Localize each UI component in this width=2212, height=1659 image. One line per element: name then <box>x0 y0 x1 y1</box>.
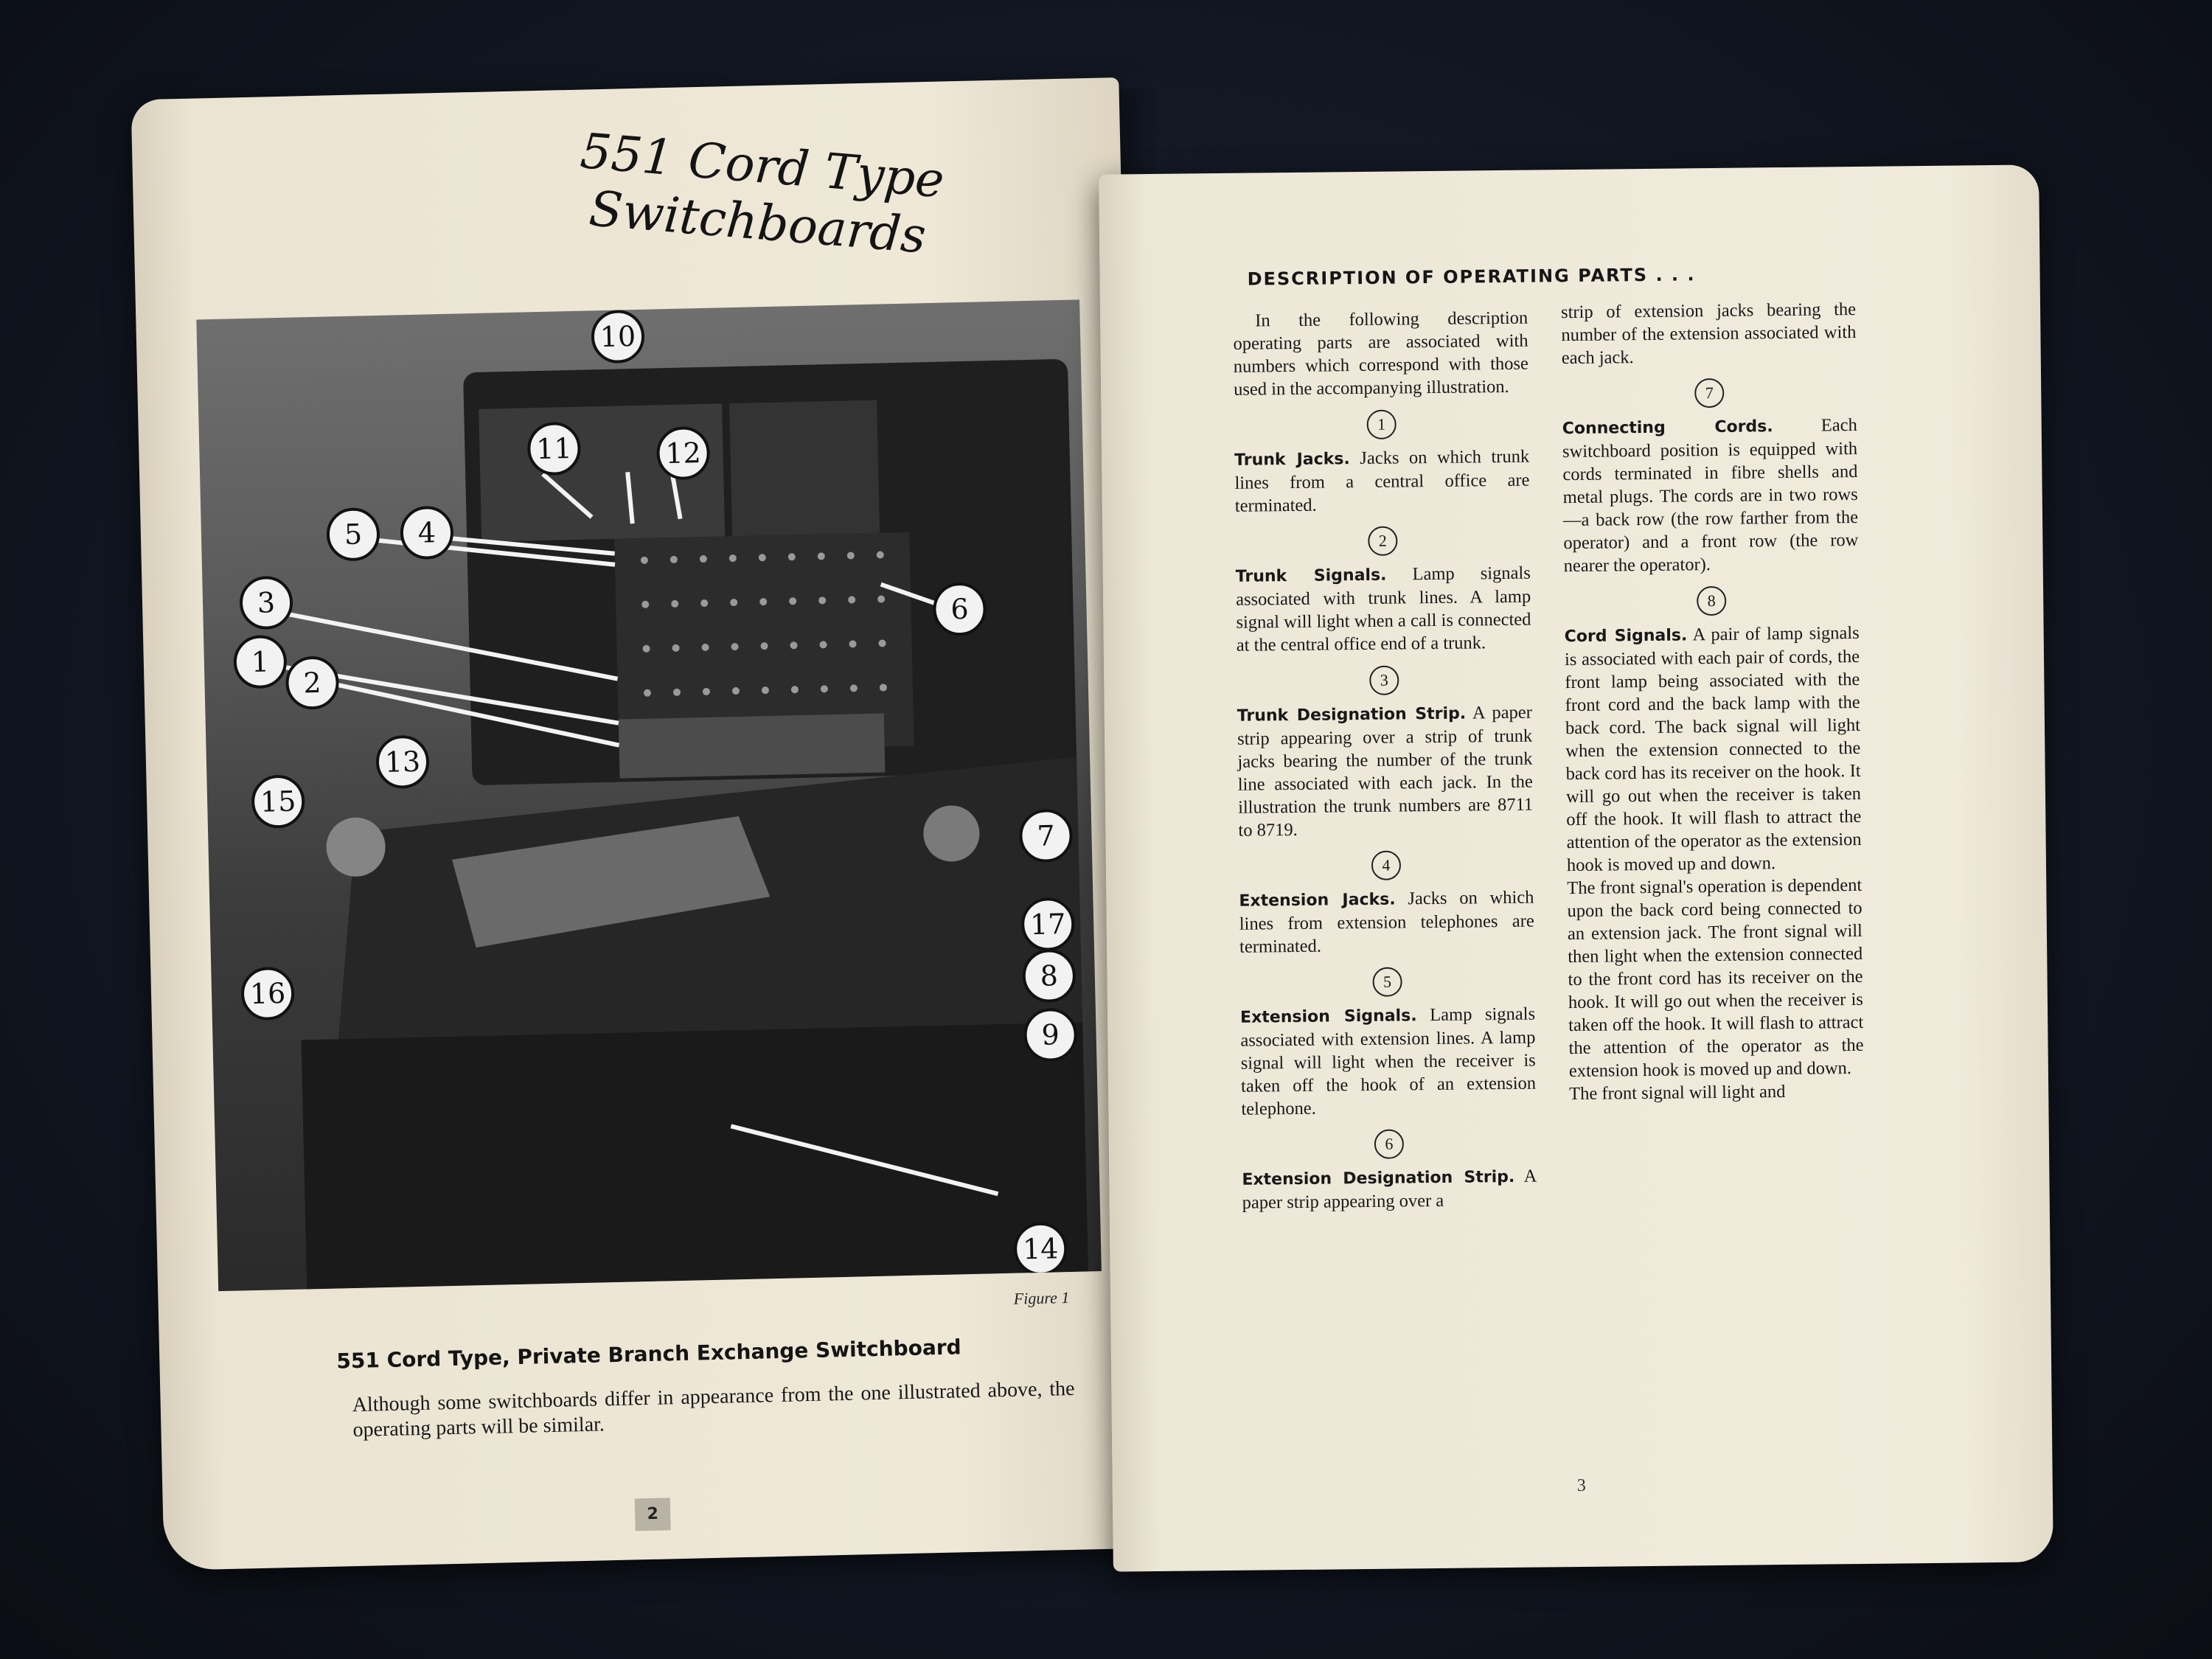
intro-paragraph: In the following description operating parts are associated with numbers which correspond with those used in the accompanying illustration. <box>1233 307 1528 400</box>
callout-4: 4 <box>400 506 454 560</box>
text-column-right <box>1561 298 1864 1105</box>
callout-15: 15 <box>251 774 305 829</box>
callout-1: 1 <box>233 635 288 689</box>
part-number-8: 8 <box>1697 586 1726 616</box>
callout-13: 13 <box>375 735 430 790</box>
callout-10: 10 <box>591 310 645 364</box>
callout-11: 11 <box>527 422 582 476</box>
figure-label: Figure 1 <box>1013 1288 1070 1308</box>
front-signal-continued: The front signal will light and <box>1569 1082 1786 1105</box>
part-3: Trunk Designation Strip. A paper strip appearing over a strip of trunk jacks bearing the number of the trunk line associated with each jack. In the illustration the trunk numbers are 8711 to 8719. <box>1237 702 1534 841</box>
part-number-4: 4 <box>1371 850 1401 880</box>
page-number-right: 3 <box>1576 1475 1586 1496</box>
part-4: Extension Jacks. Jacks on which lines from extension telephones are terminated. <box>1239 887 1534 957</box>
callout-labels <box>196 299 1102 1291</box>
part-number-2: 2 <box>1368 526 1397 556</box>
page-title: 551 Cord Type Switchboards <box>578 122 947 265</box>
callout-8: 8 <box>1022 949 1077 1004</box>
page-number-left: 2 <box>635 1498 671 1531</box>
part-number-5: 5 <box>1372 967 1402 996</box>
callout-17: 17 <box>1020 897 1075 952</box>
right-page <box>1099 164 2053 1571</box>
part-8: Cord Signals. A pair of lamp signals is associated with each pair of cords, the front lamp being associated with the front cord and the back lamp with the back cord. The back signal will light when the extension connected to the back cord has its receiver on the hook. It will go out when the receiver is taken off the hook. It will flash to attract the attention of the operator as the extension hook is moved up and down. <box>1564 622 1862 876</box>
callout-14: 14 <box>1013 1222 1068 1276</box>
callout-6: 6 <box>933 582 987 636</box>
callout-7: 7 <box>1019 809 1074 863</box>
callout-3: 3 <box>239 576 293 630</box>
part-6: Extension Designation Strip. A paper strip appearing over a <box>1242 1166 1537 1213</box>
part-number-1: 1 <box>1366 410 1396 439</box>
figure-caption-title: 551 Cord Type, Private Branch Exchange Switchboard <box>336 1335 961 1374</box>
callout-16: 16 <box>240 967 295 1021</box>
part-1: Trunk Jacks. Jacks on which trunk lines from a central office are terminated. <box>1234 446 1530 516</box>
section-heading: DESCRIPTION OF OPERATING PARTS . . . <box>1247 264 1696 290</box>
part-number-6: 6 <box>1374 1129 1404 1158</box>
callout-9: 9 <box>1023 1008 1078 1062</box>
left-page <box>131 77 1152 1571</box>
switchboard-photo <box>196 299 1102 1291</box>
text-column-left <box>1233 307 1537 1214</box>
callout-12: 12 <box>656 426 711 481</box>
part-number-7: 7 <box>1694 378 1724 408</box>
figure-caption-body: Although some switchboards differ in appearance from the one illustrated above, the operating parts will be similar. <box>352 1377 1075 1442</box>
part-7: Connecting Cords. Each switchboard position is equipped with cords terminated in fibre shells and metal plugs. The cords are in two rows—a back row (the row farther from the operator) and a front row (the row nearer the operator). <box>1562 414 1859 577</box>
part-2: Trunk Signals. Lamp signals associated with trunk lines. A lamp signal will light when a call is connected at the central office end of a trunk. <box>1235 563 1531 655</box>
part-5: Extension Signals. Lamp signals associated with extension lines. A lamp signal will light when the receiver is taken off the hook of an extension telephone. <box>1239 1004 1537 1119</box>
callout-2: 2 <box>285 655 340 710</box>
callout-5: 5 <box>326 507 380 562</box>
front-signal-paragraph: The front signal's operation is dependent upon the back cord being connected to an extension jack. The front signal will then light when the extension connected to the front cord has its receiver on the hook. It will go out when the receiver is taken off the hook. It will flash to attract the attention of the operator as the extension hook is moved up and down. <box>1567 874 1864 1082</box>
part-number-3: 3 <box>1369 666 1399 695</box>
continued-paragraph: strip of extension jacks bearing the number of the extension associated with each jack. <box>1560 299 1857 369</box>
